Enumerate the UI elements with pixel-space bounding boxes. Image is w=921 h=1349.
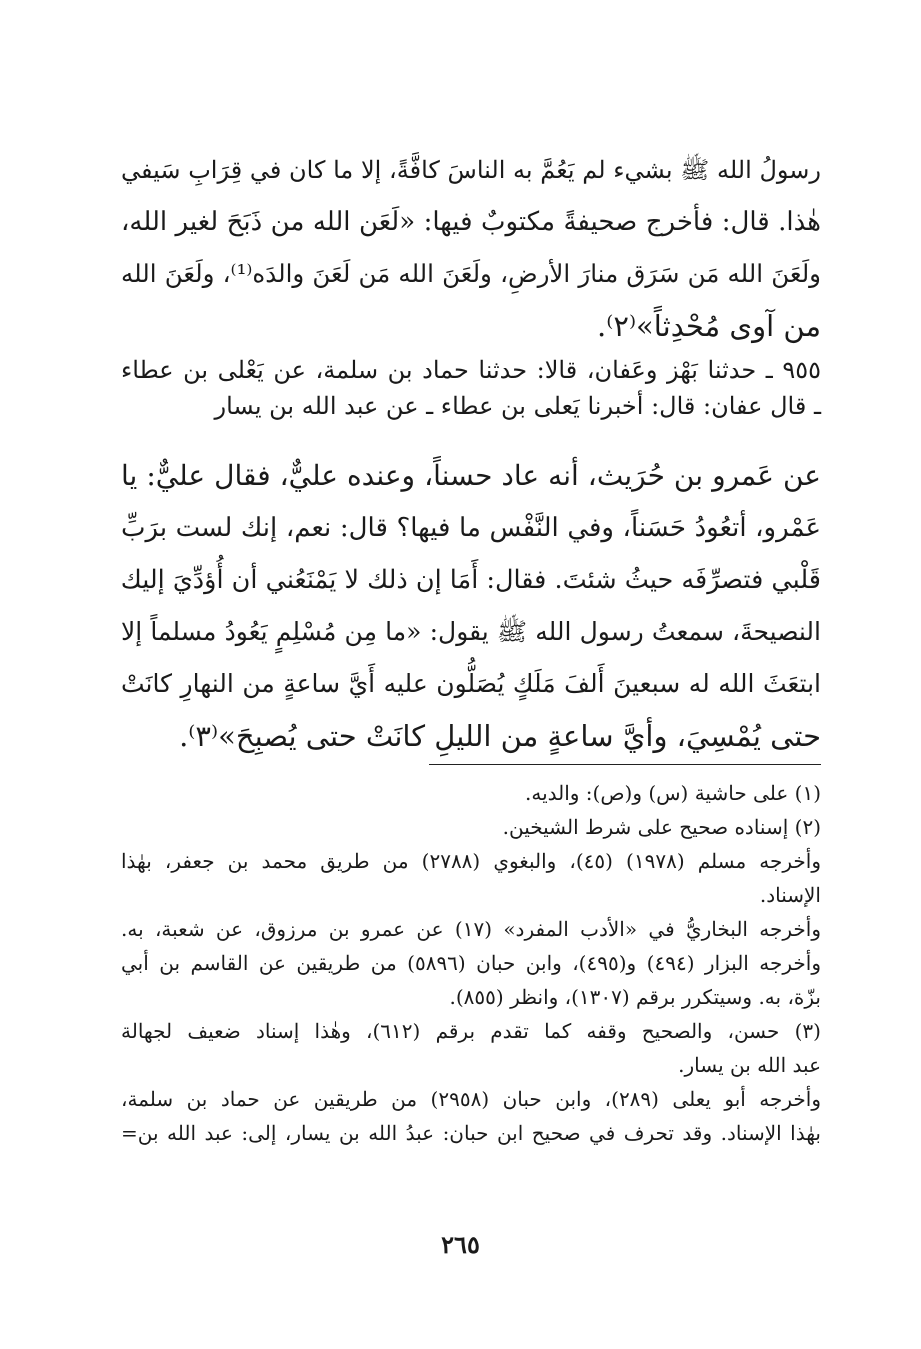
footnote-line: (٢) إسناده صحيح على شرط الشيخين.: [502, 815, 821, 839]
footnote-line: الإسناد.: [759, 883, 821, 907]
footnote-line: (٣) حسن، والصحيح وقفه كما تقدم برقم (٦١٢)، وهٰذا إسناد ضعيف لجهالة: [121, 1019, 821, 1043]
footnote-line: وأخرجه مسلم (١٩٧٨) (٤٥)، والبغوي (٢٧٨٨) من طريق محمد بن جعفر، بهٰذا: [121, 849, 821, 873]
isnad-line: ٩٥٥ ـ حدثنا بَهْز وعَفان، قالا: حدثنا حماد بن سلمة، عن يَعْلى بن عطاء: [121, 356, 821, 384]
footnote-line: عبد الله بن يسار.: [678, 1053, 821, 1077]
text-line: رسولُ الله ﷺ بشيء لم يَعُمَّ به الناسَ كافَّةً، إلا ما كان في قِرَابِ سَيفي: [121, 156, 821, 184]
footnote-line: وأخرجه أبو يعلى (٢٨٩)، وابن حبان (٢٩٥٨) من طريقين عن حماد بن سلمة،: [121, 1087, 821, 1111]
footnote-line: بهٰذا الإسناد. وقد تحرف في صحيح ابن حبان: عبدُ الله بن يسار، إلى: عبد الله بن=: [121, 1121, 821, 1145]
text-line: ابتعَثَ الله له سبعينَ أَلفَ مَلَكٍ يُصَلُّون عليه أَيَّ ساعةٍ من النهارِ كانَتْ: [121, 669, 821, 698]
footnotes: [121, 776, 821, 1150]
text-line: النصيحةَ، سمعتُ رسول الله ﷺ يقول: «ما مِن مُسْلِمٍ يَعُودُ مسلماً إلا: [121, 617, 822, 646]
text-line: حتى يُمْسِيَ، وأيَّ ساعةٍ من الليلِ كانَتْ حتى يُصبِحَ»⁽٣⁾.: [179, 719, 821, 753]
text-line: عَمْرو، أتعُودُ حَسَناً، وفي النَّفْس ما فيها؟ قال: نعم، إنك لست برَبِّ: [121, 513, 822, 543]
page-number: ٢٦٥: [441, 1230, 480, 1259]
footnote-divider: [429, 764, 821, 765]
isnad-line: ـ قال عفان: قال: أخبرنا يَعلى بن عطاء ـ عن عبد الله بن يسار: [214, 392, 821, 420]
passage-continuation: [121, 144, 821, 352]
hadith-955-text: [121, 450, 821, 762]
footnote-line: (١) على حاشية (س) و(ص): والديه.: [524, 781, 821, 805]
hadith-955-isnad: [121, 352, 821, 424]
text-line: قَلْبي فتصرِّفَه حيثُ شئتَ. فقال: أَمَا إن ذلك لا يَمْنَعُني أن أُؤدِّيَ إليك: [120, 565, 821, 595]
text-line: من آوى مُحْدِثاً»⁽٢⁾.: [597, 309, 821, 343]
footnote-line: وأخرجه البزار (٤٩٤) و(٤٩٥)، وابن حبان (٥٨٩٦) من طريقين عن القاسم بن أبي: [121, 951, 822, 975]
text-line: هٰذا. قال: فأخرج صحيفةً مكتوبٌ فيها: «لَعَن الله من ذَبَحَ لغير الله،: [121, 207, 821, 237]
footnote-line: وأخرجه البخاريُّ في «الأدب المفرد» (١٧) عن عمرو بن مرزوق، عن شعبة، به.: [121, 917, 822, 941]
footnote-line: بزّة، به. وسيتكرر برقم (١٣٠٧)، وانظر (٨٥٥).: [449, 985, 821, 1009]
text-line: عن عَمرو بن حُرَيث، أنه عاد حسناً، وعنده عليٌّ، فقال عليٌّ: يا: [121, 459, 821, 492]
text-line: ولَعَنَ الله مَن سَرَق منارَ الأرضِ، ولَعَنَ الله مَن لَعَنَ والدَه⁽¹⁾، ولَعَنَ الله: [121, 259, 821, 288]
